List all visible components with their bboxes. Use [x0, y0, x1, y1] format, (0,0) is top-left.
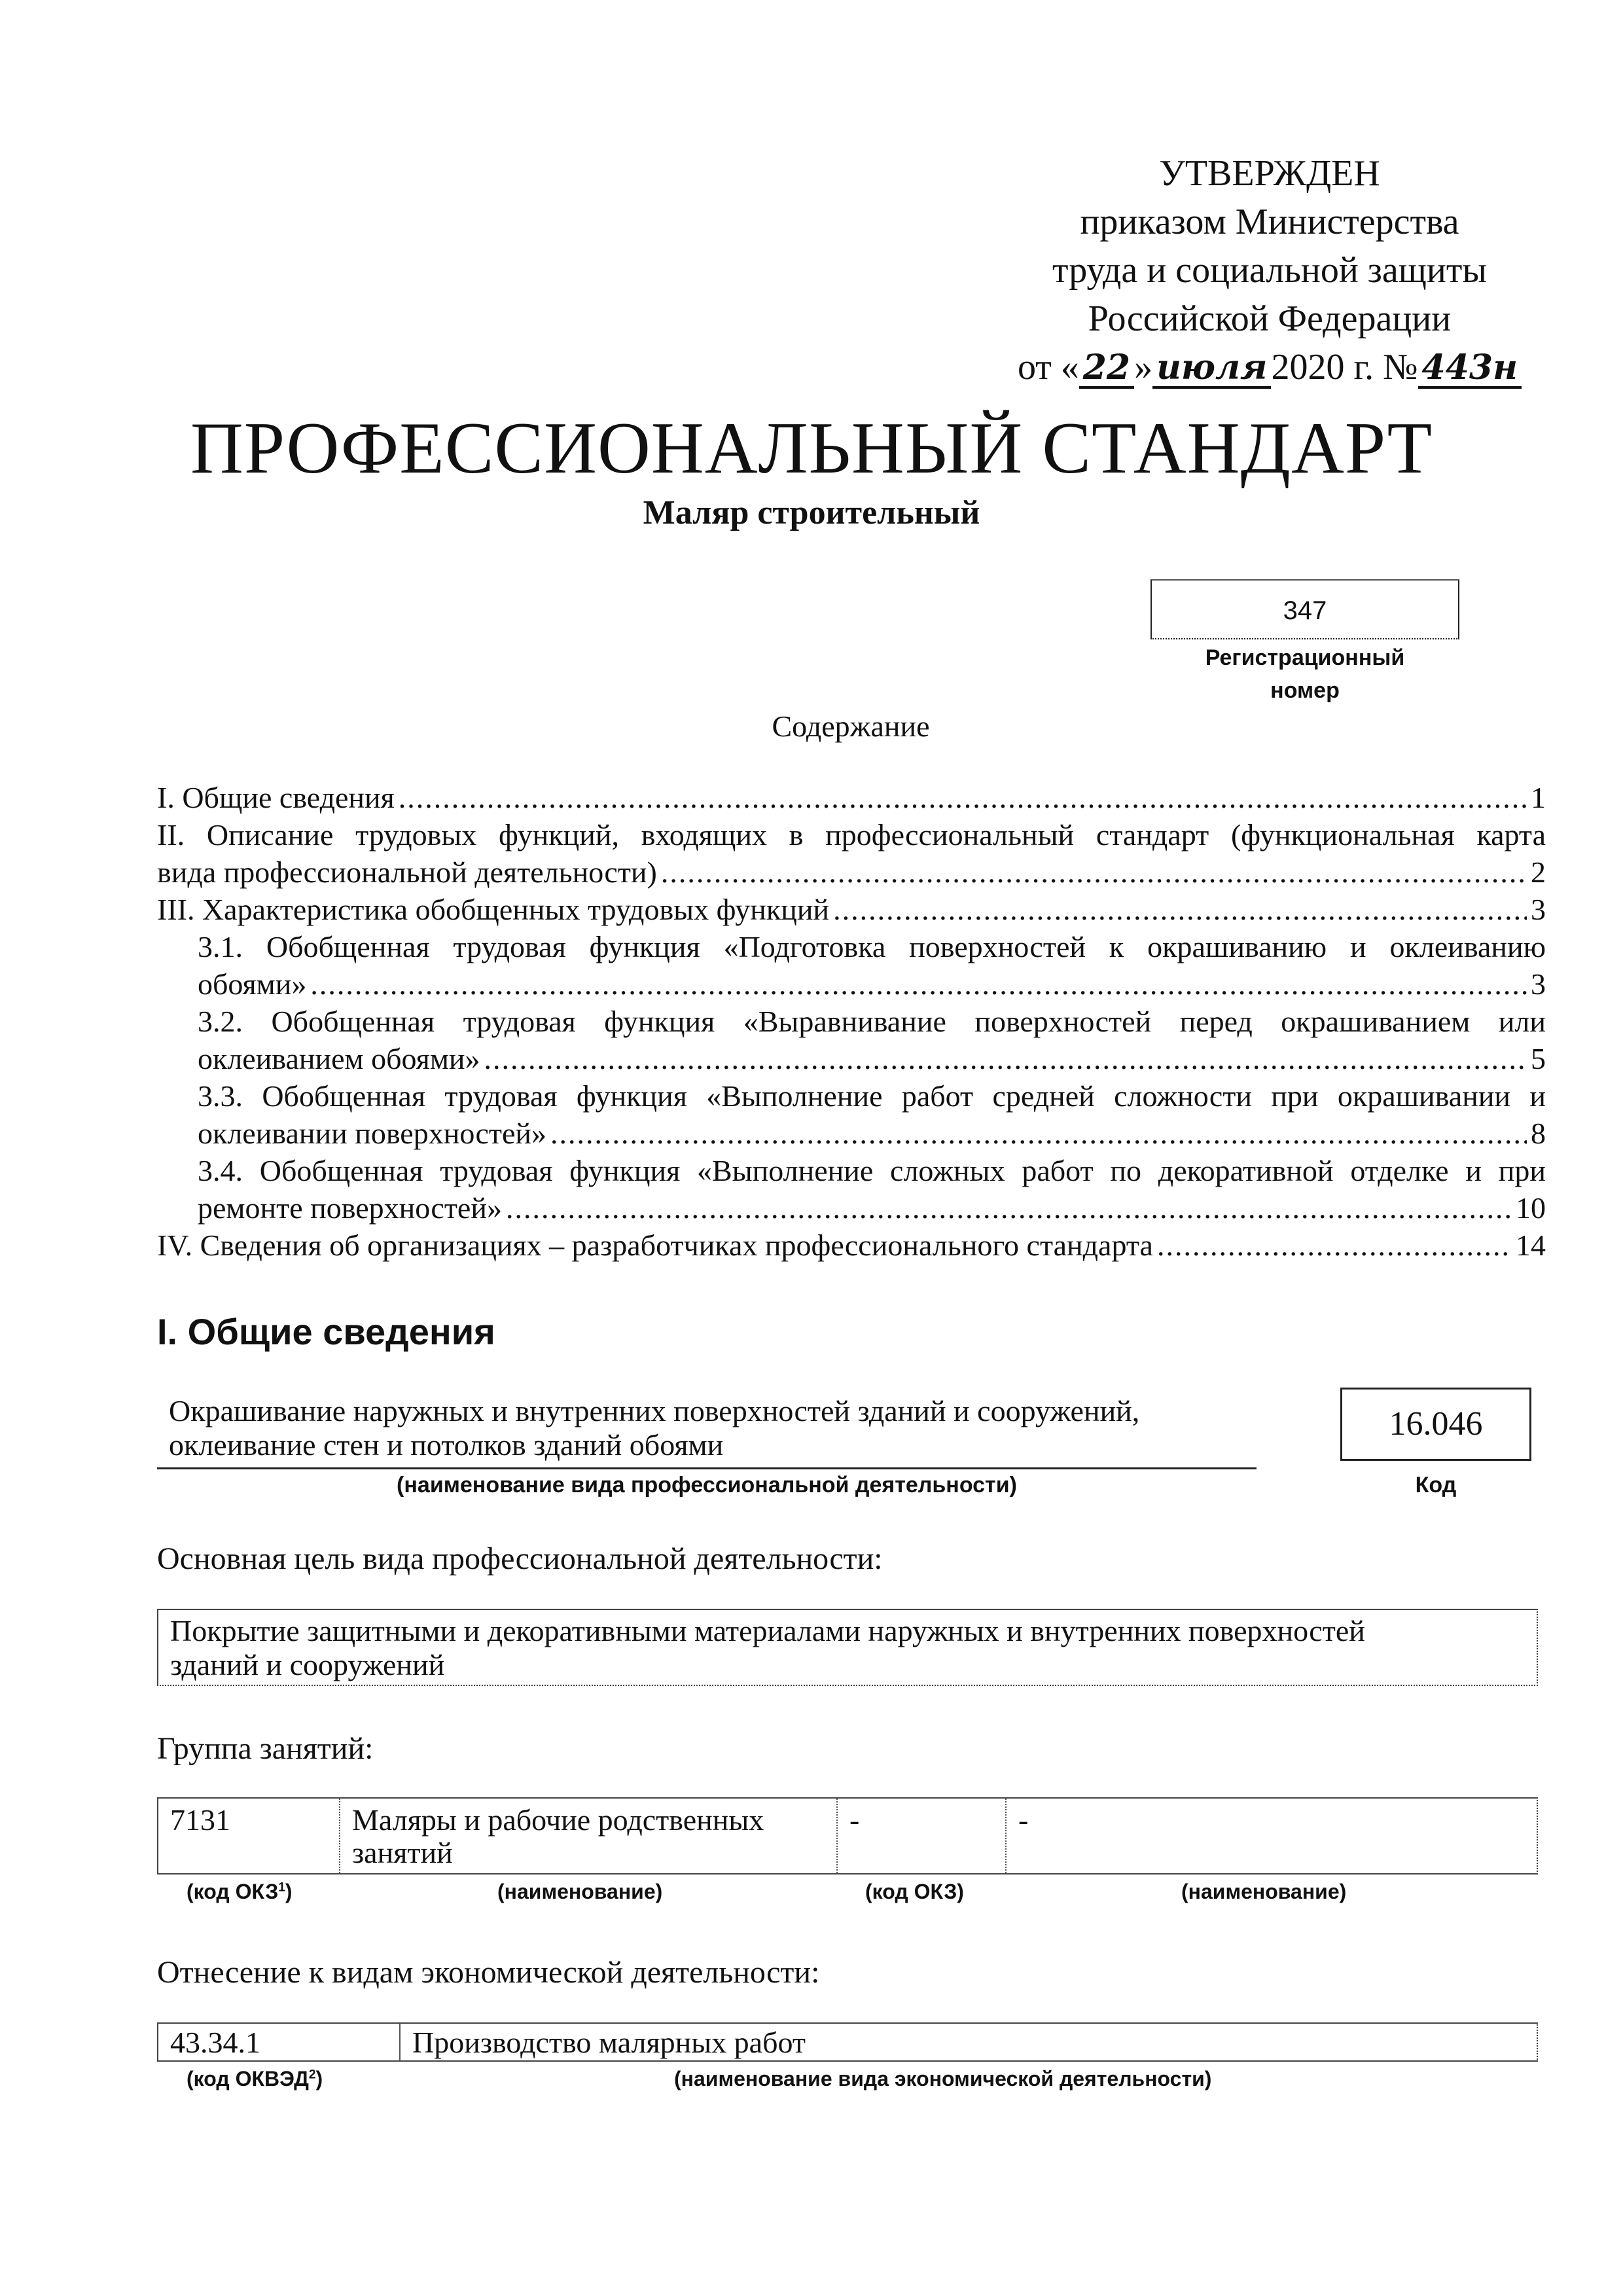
okz-name-caption: (наименование)	[497, 1880, 663, 1903]
toc-page-number: 5	[1531, 1042, 1546, 1075]
registration-caption: Регистрационный номер	[1205, 645, 1405, 703]
toc-entry[interactable]: 3.1. Обобщенная трудовая функция «Подготовка поверхностей к окрашиванию и оклеиванию обоями» ..... 3	[157, 928, 1546, 1003]
table-of-contents	[157, 779, 1546, 1264]
okz-code-cell: 7131	[158, 1799, 340, 1873]
okved-label: Отнесение к видам экономической деятельности:	[157, 1955, 820, 1990]
handwritten-month: июля	[1152, 350, 1271, 389]
okved-table	[157, 2022, 1538, 2062]
approval-block	[982, 149, 1558, 391]
okz-code-cell: -	[838, 1799, 1007, 1873]
okved-name-cell: Производство малярных работ	[412, 2026, 806, 2059]
toc-page-number: 3	[1531, 967, 1546, 1001]
toc-entry[interactable]: 3.3. Обобщенная трудовая функция «Выполнение работ средней сложности при окрашивании и оклеивании поверхностей» ..... 8	[157, 1077, 1546, 1152]
activity-code-caption: Код	[1415, 1473, 1457, 1498]
activity-caption: (наименование вида профессиональной деятельности)	[397, 1473, 1017, 1498]
activity-code-box: 16.046	[1340, 1388, 1531, 1461]
occupation-group-table	[157, 1797, 1538, 1874]
toc-entry[interactable]: IV. Сведения об организациях – разработчиках профессионального стандарта ..... 14	[157, 1227, 1546, 1264]
goal-label: Основная цель вида профессиональной деятельности:	[157, 1541, 883, 1576]
goal-box: Покрытие защитными и декоративными материалами наружных и внутренних поверхностей зданий и сооружений	[157, 1609, 1538, 1686]
toc-entry[interactable]: 3.4. Обобщенная трудовая функция «Выполнение сложных работ по декоративной отделке и при ремонте поверхностей» ..... 10	[157, 1152, 1546, 1227]
activity-underline	[157, 1467, 1257, 1469]
handwritten-number: 443н	[1418, 350, 1522, 389]
toc-entry[interactable]: III. Характеристика обобщенных трудовых функций ..... 3	[157, 891, 1546, 928]
okved-name-caption: (наименование вида экономической деятельности)	[674, 2067, 1212, 2090]
approval-line: УТВЕРЖДЕН	[1159, 153, 1380, 194]
toc-page-number: 8	[1531, 1117, 1546, 1150]
document-title: ПРОФЕССИОНАЛЬНЫЙ СТАНДАРТ	[190, 408, 1433, 489]
okved-code-cell: 43.34.1	[158, 2024, 401, 2060]
okz-code-caption: (код ОКЗ)	[865, 1880, 964, 1903]
approval-line: труда и социальной защиты	[1052, 250, 1487, 291]
okved-code-caption: (код ОКВЭД$^2$)	[187, 2067, 323, 2090]
toc-page-number: 3	[1531, 893, 1546, 926]
registration-number-box: 347	[1150, 579, 1459, 639]
approval-line: Российской Федерации	[1088, 298, 1452, 339]
okz-code-caption: (код ОКЗ$^1$)	[187, 1880, 293, 1903]
toc-page-number: 1	[1531, 781, 1546, 814]
okz-name-cell: Маляры и рабочие родственных занятий	[340, 1799, 838, 1873]
activity-name: Окрашивание наружных и внутренних поверхностей зданий и сооружений, оклеивание стен и потолков зданий обоями	[169, 1394, 1140, 1462]
toc-heading: Содержание	[772, 709, 930, 743]
approval-line: приказом Министерства	[1080, 202, 1459, 242]
handwritten-day: 22	[1079, 350, 1134, 389]
approval-date: от « 22 » июля 2020 г. № 443н	[982, 343, 1558, 391]
toc-entry[interactable]: I. Общие сведения ..... 1	[157, 779, 1546, 816]
toc-page-number: 10	[1516, 1191, 1546, 1225]
toc-page-number: 14	[1516, 1229, 1546, 1262]
okz-name-caption: (наименование)	[1181, 1880, 1347, 1903]
toc-entry[interactable]: II. Описание трудовых функций, входящих в профессиональный стандарт (функциональная карта вида профессиональной деятельности) ..... 2	[157, 816, 1546, 891]
section-heading: I. Общие сведения	[157, 1311, 495, 1352]
toc-entry[interactable]: 3.2. Обобщенная трудовая функция «Выравнивание поверхностей перед окрашиванием или оклеиванием обоями» ..... 5	[157, 1003, 1546, 1077]
group-label: Группа занятий:	[157, 1731, 374, 1766]
document-subtitle: Маляр строительный	[643, 494, 980, 531]
toc-page-number: 2	[1531, 855, 1546, 889]
okz-name-cell: -	[1018, 1803, 1029, 1837]
